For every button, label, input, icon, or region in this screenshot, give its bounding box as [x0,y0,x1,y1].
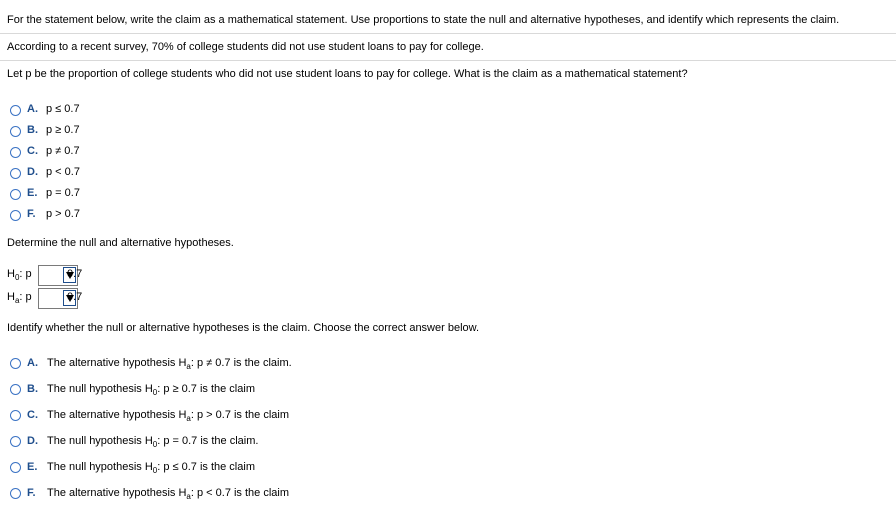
part1-prompt: Let p be the proportion of college students who did not use student loans to pay for college. What is the claim as a mathematical statement? [7,68,688,80]
option-text: The alternative hypothesis $H_a$: p ≠ 0.7 is the claim. [47,357,292,371]
option-text: p ≥ 0.7 [46,124,80,136]
ha-value: 0.7 [67,291,83,303]
option-letter: D. [27,166,38,178]
option-text: The alternative hypothesis $H_a$: p > 0.7 is the claim [47,409,290,423]
question-context: According to a recent survey, 70% of college students did not use student loans to pay for college. [7,41,484,53]
option-letter: B. [27,124,38,136]
option-text: The null hypothesis $H_0$: p = 0.7 is the claim. [47,435,259,449]
radio-button[interactable] [10,126,21,137]
radio-button[interactable] [10,105,21,116]
option-text: The null hypothesis $H_0$: p ≥ 0.7 is the claim [47,383,255,397]
radio-button[interactable] [10,189,21,200]
option-text: p ≤ 0.7 [46,103,80,115]
option-letter: F. [27,487,36,499]
ha-label: $H_a$: p [7,291,32,305]
part3-prompt: Identify whether the null or alternative hypotheses is the claim. Choose the correct answer below. [7,322,480,334]
divider [0,60,896,61]
option-text: The alternative hypothesis $H_a$: p < 0.7 is the claim [47,487,290,501]
radio-button[interactable] [10,147,21,158]
radio-button[interactable] [10,384,21,395]
option-text: p < 0.7 [46,166,80,178]
radio-button[interactable] [10,358,21,369]
option-letter: B. [27,383,38,395]
radio-button[interactable] [10,168,21,179]
option-text: The null hypothesis $H_0$: p ≤ 0.7 is the claim [47,461,255,475]
option-text: p ≠ 0.7 [46,145,80,157]
radio-button[interactable] [10,462,21,473]
divider [0,33,896,34]
option-letter: C. [27,409,38,421]
option-letter: E. [27,187,38,199]
question-instruction: For the statement below, write the claim as a mathematical statement. Use proportions to state the null and alternative hypotheses, and identify which represents the claim. [7,14,840,26]
option-letter: E. [27,461,38,473]
part2-prompt: Determine the null and alternative hypotheses. [7,237,234,249]
radio-button[interactable] [10,488,21,499]
radio-button[interactable] [10,436,21,447]
h0-value: 0.7 [67,268,83,280]
radio-button[interactable] [10,410,21,421]
option-letter: C. [27,145,38,157]
h0-label: $H_0$: p [7,268,32,282]
option-letter: F. [27,208,36,220]
option-letter: A. [27,357,38,369]
option-text: p > 0.7 [46,208,80,220]
option-letter: D. [27,435,38,447]
option-text: p = 0.7 [46,187,80,199]
radio-button[interactable] [10,210,21,221]
option-letter: A. [27,103,38,115]
